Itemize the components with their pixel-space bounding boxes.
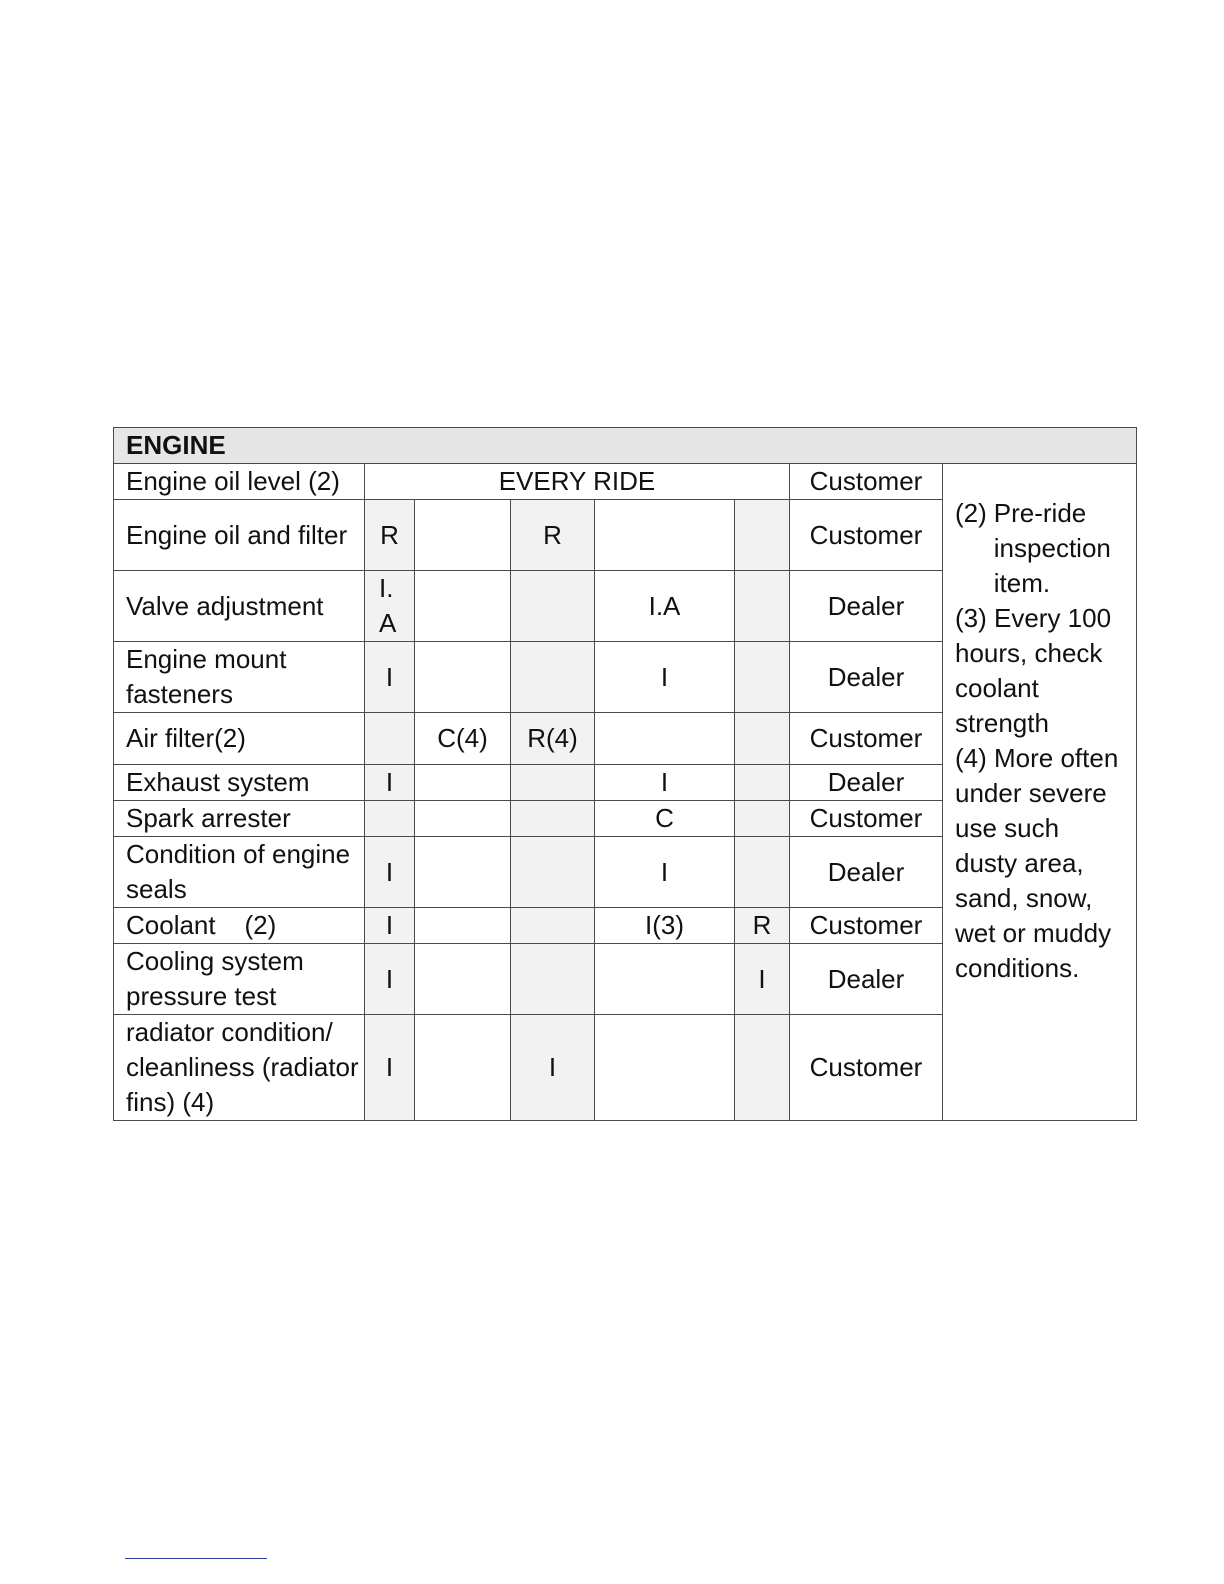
every-ride-interval: EVERY RIDE (365, 464, 790, 500)
note-2 (955, 496, 1128, 601)
maintenance-item: Spark arrester (114, 801, 365, 837)
interval-cell-1: I (365, 837, 415, 908)
note-3: (3) Every 100 hours, check coolant strength (955, 603, 1112, 738)
interval-cell-4 (595, 1015, 735, 1121)
interval-cell-5 (735, 1015, 790, 1121)
responsible-party: Dealer (790, 642, 943, 713)
interval-cell-1: I (365, 908, 415, 944)
interval-cell-4: C (595, 801, 735, 837)
section-title: ENGINE (114, 428, 1137, 464)
engine-maintenance-table (113, 427, 1137, 1121)
maintenance-item: Exhaust system (114, 765, 365, 801)
interval-cell-3 (511, 765, 595, 801)
responsible-party: Customer (790, 500, 943, 571)
interval-cell-2 (415, 944, 511, 1015)
maintenance-item: Coolant (2) (114, 908, 365, 944)
note-2-number: (2) (955, 498, 987, 528)
interval-cell-1: I (365, 765, 415, 801)
maintenance-item: Engine oil level (2) (114, 464, 365, 500)
interval-cell-3: R(4) (511, 713, 595, 765)
interval-cell-2 (415, 500, 511, 571)
interval-cell-3 (511, 908, 595, 944)
interval-cell-4: I.A (595, 571, 735, 642)
interval-cell-2 (415, 642, 511, 713)
table-row (114, 464, 1137, 500)
interval-cell-1: I (365, 944, 415, 1015)
footnote-separator-line (125, 1558, 267, 1559)
interval-cell-2 (415, 571, 511, 642)
maintenance-item: Condition of engine seals (114, 837, 365, 908)
interval-cell-3 (511, 642, 595, 713)
maintenance-item: Cooling system pressure test (114, 944, 365, 1015)
interval-cell-4 (595, 944, 735, 1015)
interval-cell-5 (735, 801, 790, 837)
interval-cell-4: I (595, 837, 735, 908)
note-4: (4) More often under severe use such dusty area, sand, snow, wet or muddy conditions. (955, 743, 1119, 983)
interval-cell-5 (735, 713, 790, 765)
interval-cell-5 (735, 571, 790, 642)
footnotes-cell (943, 464, 1137, 1121)
responsible-party: Dealer (790, 571, 943, 642)
interval-cell-1 (365, 713, 415, 765)
interval-cell-4: I (595, 642, 735, 713)
interval-cell-2 (415, 908, 511, 944)
interval-cell-3 (511, 571, 595, 642)
responsible-party: Customer (790, 1015, 943, 1121)
interval-cell-5 (735, 500, 790, 571)
interval-cell-5 (735, 765, 790, 801)
interval-cell-2: C(4) (415, 713, 511, 765)
responsible-party: Customer (790, 464, 943, 500)
maintenance-item: radiator condition/ cleanliness (radiator fins) (4) (114, 1015, 365, 1121)
interval-cell-3 (511, 944, 595, 1015)
responsible-party: Customer (790, 801, 943, 837)
interval-cell-2 (415, 801, 511, 837)
interval-cell-3 (511, 837, 595, 908)
interval-cell-2 (415, 765, 511, 801)
interval-cell-3: I (511, 1015, 595, 1121)
interval-cell-5: R (735, 908, 790, 944)
interval-cell-4: I (595, 765, 735, 801)
interval-cell-4 (595, 500, 735, 571)
interval-cell-4 (595, 713, 735, 765)
interval-cell-1 (365, 801, 415, 837)
interval-cell-1: R (365, 500, 415, 571)
interval-cell-1: I (365, 1015, 415, 1121)
responsible-party: Dealer (790, 765, 943, 801)
responsible-party: Dealer (790, 944, 943, 1015)
responsible-party: Customer (790, 908, 943, 944)
responsible-party: Customer (790, 713, 943, 765)
interval-cell-1: I (365, 642, 415, 713)
maintenance-item: Valve adjustment (114, 571, 365, 642)
maintenance-item: Engine mount fasteners (114, 642, 365, 713)
section-header-row (114, 428, 1137, 464)
interval-cell-3 (511, 801, 595, 837)
interval-cell-3: R (511, 500, 595, 571)
interval-cell-1: I. A (365, 571, 415, 642)
interval-cell-5: I (735, 944, 790, 1015)
interval-cell-4: I(3) (595, 908, 735, 944)
maintenance-item: Air filter(2) (114, 713, 365, 765)
interval-cell-5 (735, 837, 790, 908)
interval-cell-5 (735, 642, 790, 713)
note-2-text: Pre-ride inspection item. (993, 498, 1111, 598)
interval-cell-2 (415, 1015, 511, 1121)
interval-cell-2 (415, 837, 511, 908)
responsible-party: Dealer (790, 837, 943, 908)
maintenance-item: Engine oil and filter (114, 500, 365, 571)
